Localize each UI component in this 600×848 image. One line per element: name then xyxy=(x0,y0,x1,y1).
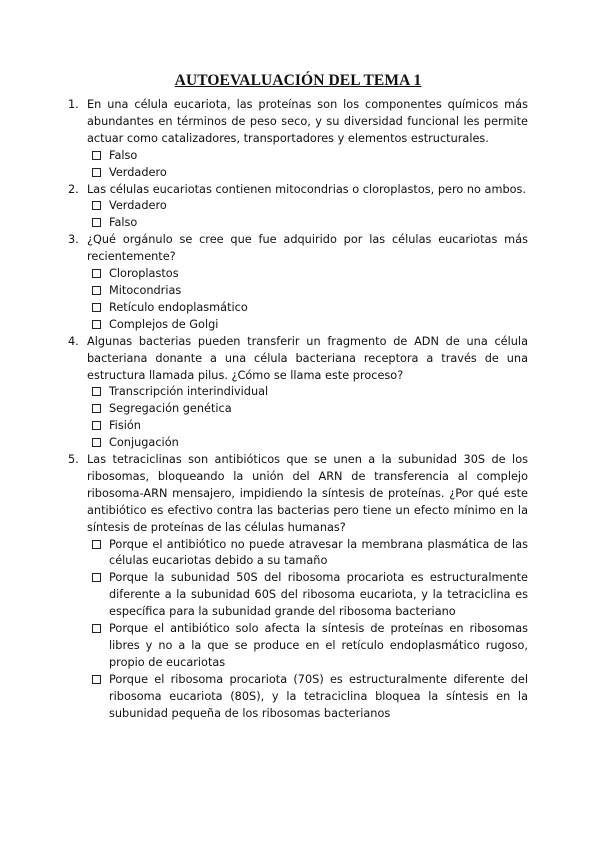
question-1 xyxy=(68,97,528,182)
option-4-4[interactable] xyxy=(91,435,528,452)
option-3-3[interactable] xyxy=(91,300,528,317)
option-4-3[interactable] xyxy=(91,418,528,435)
checkbox-icon[interactable] xyxy=(92,320,101,329)
option-label: Porque el ribosoma procariota (70S) es estructuralmente diferente del ribosoma eucariota (80S), y la tetraciclina bloquea la síntesis en la subunidad pequeña de los ribosomas bacterianos xyxy=(109,672,528,720)
option-5-1[interactable] xyxy=(91,537,528,571)
checkbox-icon[interactable] xyxy=(92,151,101,160)
checkbox-icon[interactable] xyxy=(92,404,101,413)
option-list xyxy=(87,537,528,723)
option-label: Retículo endoplasmático xyxy=(109,300,248,314)
option-label: Falso xyxy=(109,216,138,230)
checkbox-icon[interactable] xyxy=(92,573,101,582)
option-4-2[interactable] xyxy=(91,401,528,418)
checkbox-icon[interactable] xyxy=(92,168,101,177)
option-label: Verdadero xyxy=(109,199,167,213)
checkbox-icon[interactable] xyxy=(92,303,101,312)
option-list xyxy=(87,148,528,182)
option-label: Falso xyxy=(109,148,138,162)
question-2 xyxy=(68,182,528,233)
question-number: 4. xyxy=(68,334,79,348)
option-list xyxy=(87,384,528,452)
question-3 xyxy=(68,232,528,333)
option-label: Porque el antibiótico solo afecta la síntesis de proteínas en ribosomas libres y no a la que se produce en el retículo endoplasmático rugoso, propio de eucariotas xyxy=(109,622,528,669)
option-2-1[interactable] xyxy=(91,198,528,215)
option-label: Porque la subunidad 50S del ribosoma procariota es estructuralmente diferente a la subunidad 60S del ribosoma eucariota, y la tetraciclina es específica para la subunidad grande del ribosoma bacteriano xyxy=(109,571,528,619)
option-label: Transcripción interindividual xyxy=(109,385,269,399)
question-text: En una célula eucariota, las proteínas son los componentes químicos más abundantes en términos de peso seco, y su diversidad funcional les permite actuar como catalizadores, transportadores y elementos estructurales. xyxy=(87,98,528,145)
option-label: Porque el antibiótico no puede atravesar la membrana plasmática de las células eucariotas debido a su tamaño xyxy=(109,537,528,568)
question-4 xyxy=(68,334,528,452)
question-text: Las células eucariotas contienen mitocondrias o cloroplastos, pero no ambos. xyxy=(87,182,527,196)
checkbox-icon[interactable] xyxy=(92,387,101,396)
option-5-4[interactable] xyxy=(91,672,528,723)
document-page xyxy=(68,72,528,723)
checkbox-icon[interactable] xyxy=(92,438,101,447)
option-3-1[interactable] xyxy=(91,266,528,283)
option-list xyxy=(87,198,528,232)
option-3-2[interactable] xyxy=(91,283,528,300)
option-label: Verdadero xyxy=(109,165,167,179)
option-label: Complejos de Golgi xyxy=(109,317,219,331)
question-number: 5. xyxy=(68,453,79,467)
option-3-4[interactable] xyxy=(91,317,528,334)
option-5-2[interactable] xyxy=(91,570,528,621)
option-list xyxy=(87,266,528,334)
option-4-1[interactable] xyxy=(91,384,528,401)
question-number: 2. xyxy=(68,182,79,196)
checkbox-icon[interactable] xyxy=(92,540,101,549)
option-label: Conjugación xyxy=(109,436,179,450)
question-5 xyxy=(68,452,528,723)
checkbox-icon[interactable] xyxy=(92,269,101,278)
option-label: Fisión xyxy=(109,419,141,433)
option-label: Cloroplastos xyxy=(109,267,179,281)
question-text: ¿Qué orgánulo se cree que fue adquirido por las células eucariotas más recientemente? xyxy=(87,233,528,264)
option-label: Segregación genética xyxy=(109,402,232,416)
checkbox-icon[interactable] xyxy=(92,201,101,210)
checkbox-icon[interactable] xyxy=(92,286,101,295)
question-list xyxy=(68,97,528,723)
question-text: Las tetraciclinas son antibióticos que se unen a la subunidad 30S de los ribosomas, bloqueando la unión del ARN de transferencia al complejo ribosoma-ARN mensajero, impidiendo la síntesis de proteínas. ¿Por qué este antibiótico es efectivo contra las bacterias pero tiene un efecto mínimo en la síntesis de proteínas de las células humanas? xyxy=(87,453,528,534)
checkbox-icon[interactable] xyxy=(92,421,101,430)
checkbox-icon[interactable] xyxy=(92,624,101,633)
checkbox-icon[interactable] xyxy=(92,675,101,684)
option-2-2[interactable] xyxy=(91,215,528,232)
checkbox-icon[interactable] xyxy=(92,218,101,227)
question-text: Algunas bacterias pueden transferir un fragmento de ADN de una célula bacteriana donante a una célula bacteriana receptora a través de una estructura llamada pilus. ¿Cómo se llama este proceso? xyxy=(87,334,528,382)
option-1-2[interactable] xyxy=(91,165,528,182)
option-5-3[interactable] xyxy=(91,621,528,672)
option-1-1[interactable] xyxy=(91,148,528,165)
page-title: AUTOEVALUACIÓN DEL TEMA 1 xyxy=(174,72,422,89)
question-number: 1. xyxy=(68,98,79,111)
option-label: Mitocondrias xyxy=(109,283,182,297)
question-number: 3. xyxy=(68,233,79,247)
